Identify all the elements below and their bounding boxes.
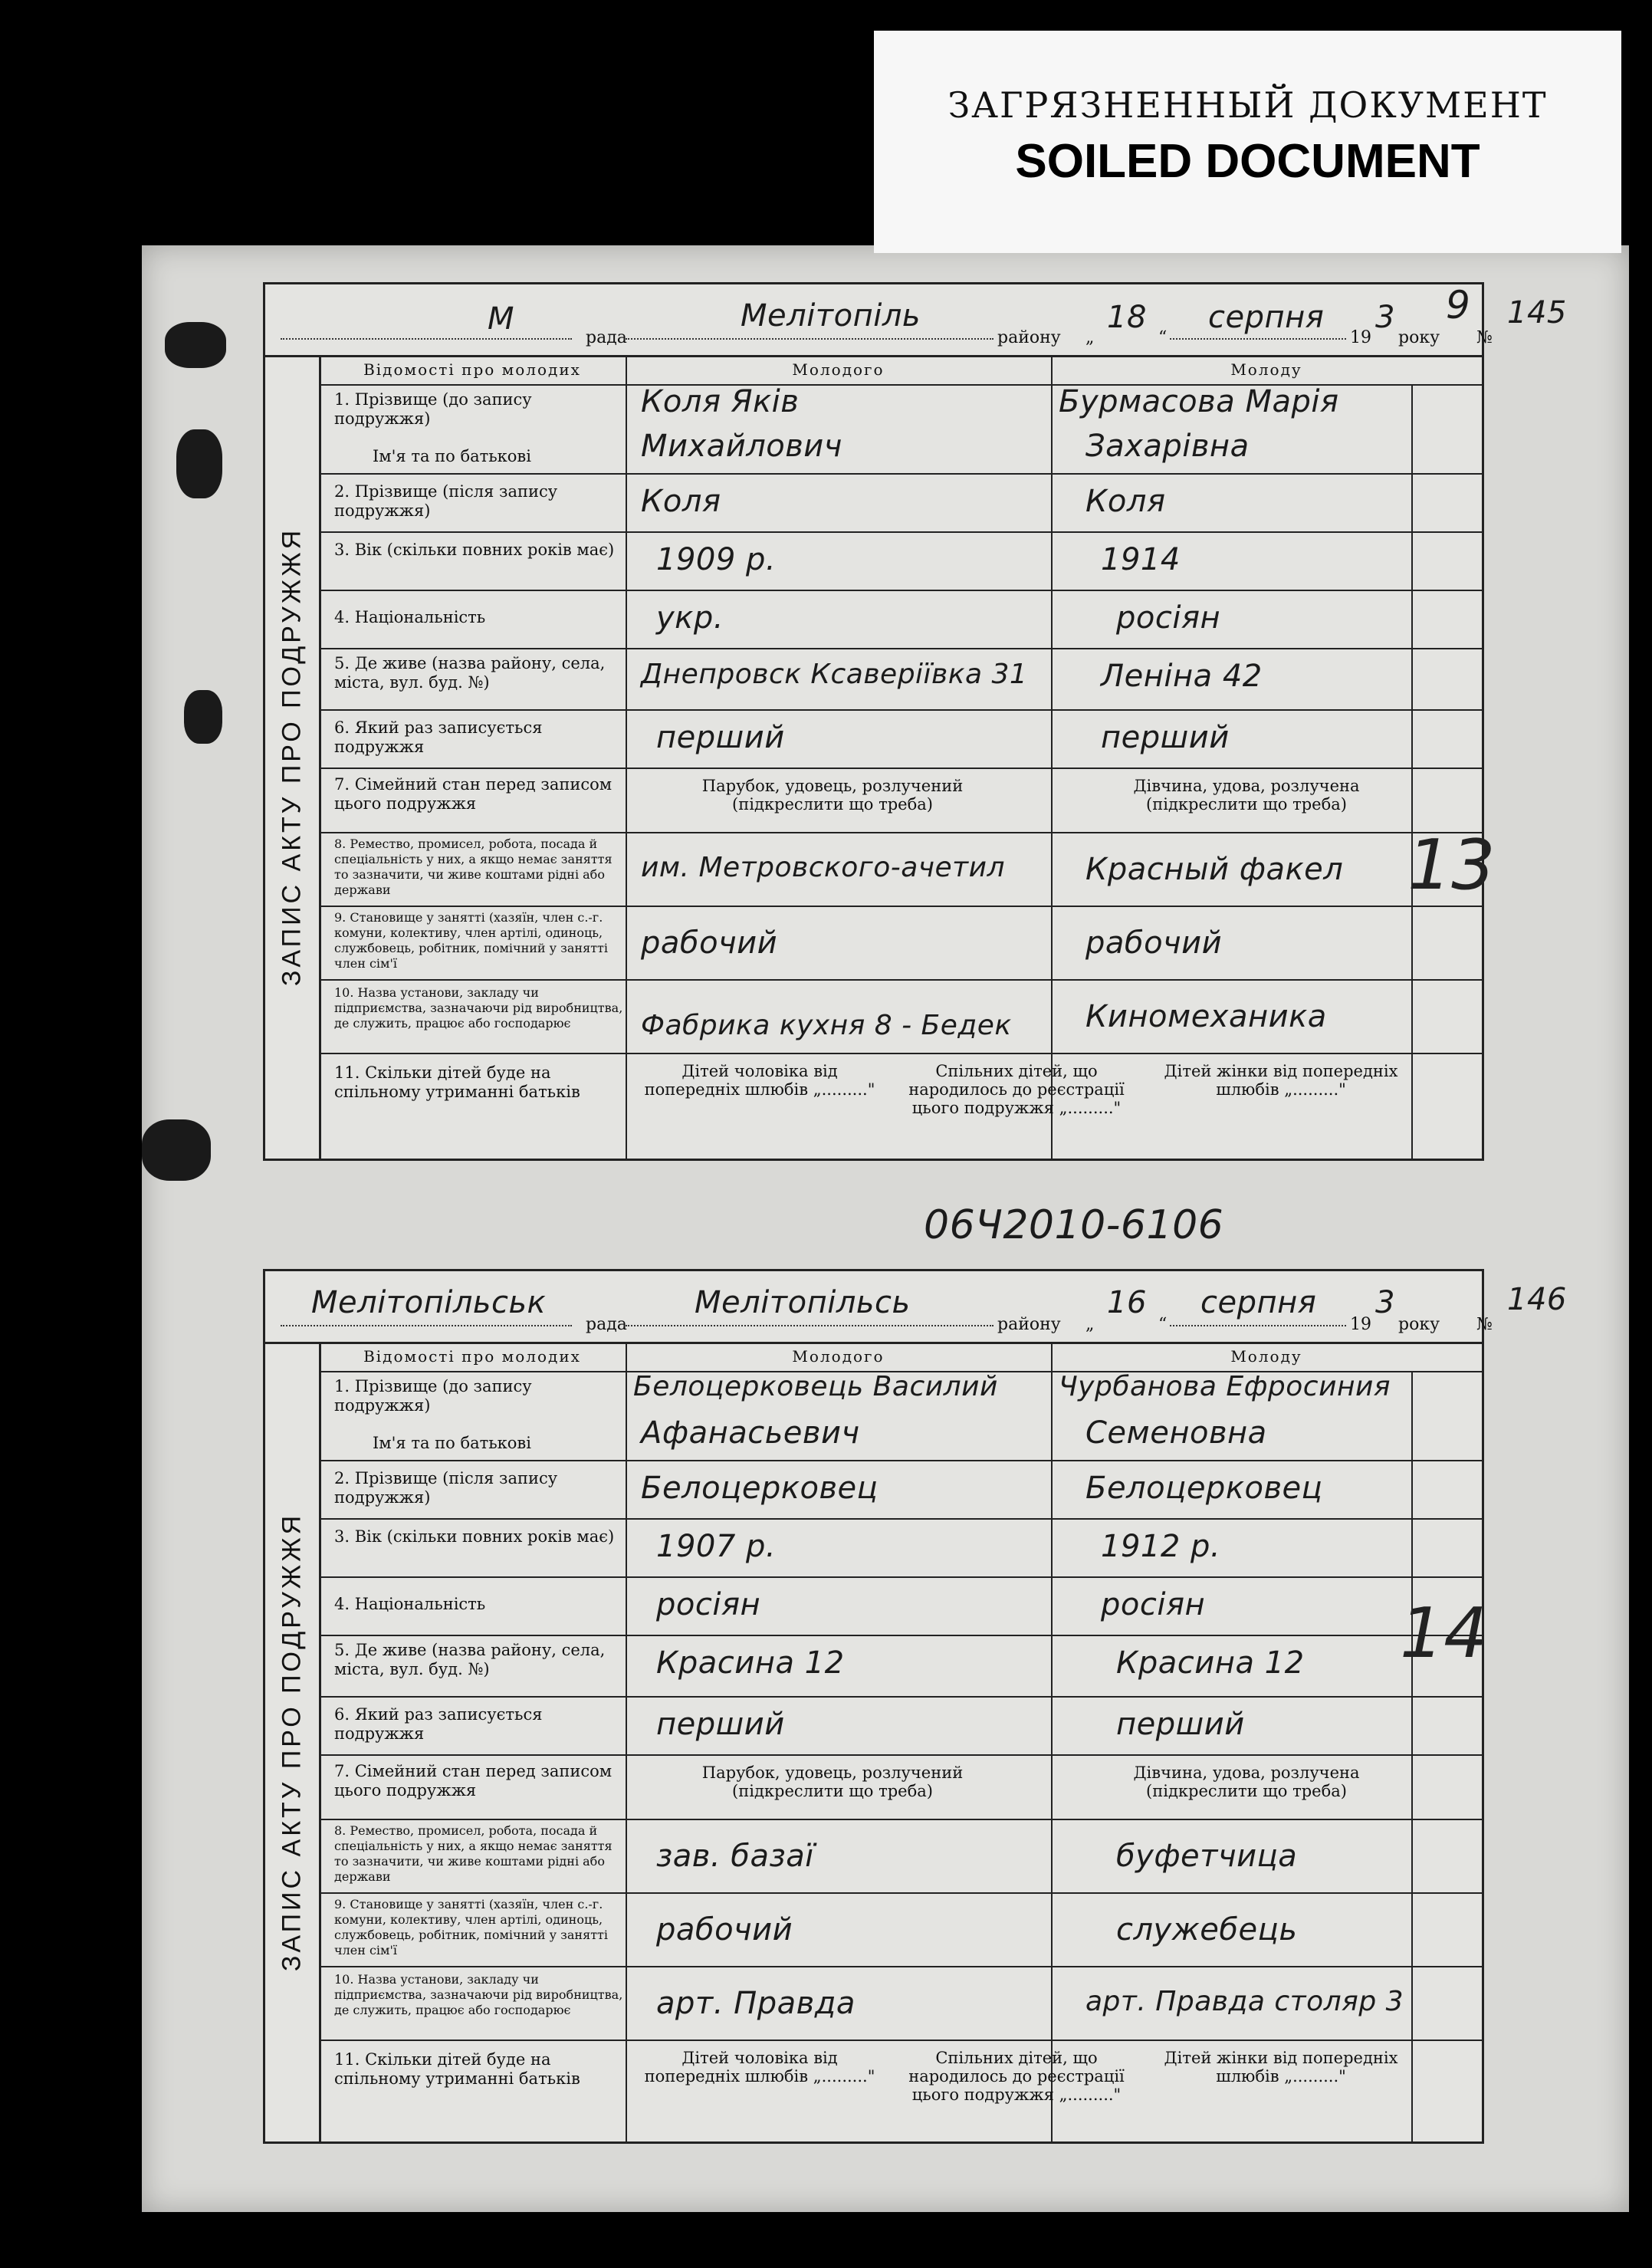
groom-status-options: Парубок, удовець, розлучений (підкреслити що треба) — [701, 777, 964, 814]
groom-address: Красина 12 — [656, 1645, 845, 1681]
groom-surname-before: Белоцерковець Василий — [633, 1371, 998, 1402]
groom-surname-after: Белоцерковец — [641, 1471, 879, 1506]
q1-name-label: Ім'я та по батькові — [373, 447, 531, 465]
rada-value: М — [488, 301, 515, 337]
bride-status-options: Дівчина, удова, розлучена (підкреслити що треба) — [1133, 1763, 1360, 1800]
row-children: 11. Скільки дітей буде на спільному утриманні батьків Дітей чоловіка від попередніх шлюбів „........." Спільних дітей, що народилось до реєстрації цього подружжя „........." Дітей жінки від попередніх шлюбів „........." — [319, 2040, 1482, 2139]
column-info: Відомості про молодих — [319, 1342, 626, 1372]
row-times: 6. Який раз записується подружжя перший перший — [319, 1696, 1482, 1756]
paper-tear — [176, 429, 222, 498]
row-surname-before: 1. Прізвище (до запису подружжя) Ім'я та по батькові Белоцерковець Василий Афанасьевич Чурбанова Ефросиния Семеновна — [319, 1371, 1482, 1461]
column-groom: Молодого — [626, 355, 1051, 386]
record-header: М рада Мелітопіль району „ 18 “ серпня 19 3 року 9 № 145 — [265, 284, 1482, 357]
row-surname-after: 2. Прізвище (після запису подружжя) Коля Коля — [319, 473, 1482, 533]
groom-workplace: Фабрика кухня 8 - Бедек — [641, 1010, 1012, 1041]
roku-label: року — [1398, 1315, 1440, 1334]
groom-position: рабочий — [656, 1912, 793, 1948]
bride-age: 1914 — [1101, 542, 1181, 577]
groom-nationality: росіян — [656, 1587, 761, 1622]
paper-tear — [184, 690, 222, 744]
row-children: 11. Скільки дітей буде на спільному утриманні батьків Дітей чоловіка від попередніх шлюбів „........." Спільних дітей, що народилось до реєстрації цього подружжя „........." Дітей жінки від попередніх шлюбів „........." — [319, 1053, 1482, 1154]
groom-times: перший — [656, 720, 785, 755]
groom-times: перший — [656, 1707, 785, 1742]
bride-name: Захарівна — [1085, 429, 1250, 464]
number-label: № — [1476, 1315, 1493, 1334]
bride-nationality: росіян — [1116, 600, 1221, 636]
row-nationality: 4. Національність укр. росіян — [319, 590, 1482, 649]
label-russian: ЗАГРЯЗНЕННЫЙ ДОКУМЕНТ — [948, 84, 1548, 126]
column-bride: Молоду — [1051, 1342, 1482, 1372]
groom-workplace: арт. Правда — [656, 1986, 856, 2021]
groom-age: 1909 р. — [656, 542, 777, 577]
column-groom: Молодого — [626, 1342, 1051, 1372]
margin-mark: 14 — [1400, 1593, 1488, 1674]
side-title: ЗАПИС АКТУ ПРО ПОДРУЖЖЯ — [265, 1342, 321, 2141]
children-common: Спільних дітей, що народилось до реєстрації цього подружжя „........." — [908, 2049, 1125, 2104]
groom-occupation: им. Метровского-ачетил — [641, 852, 1006, 883]
bride-surname-before: Бурмасова Марія — [1059, 384, 1339, 419]
children-wife: Дітей жінки від попередніх шлюбів „........." — [1164, 2049, 1398, 2086]
row-address: 5. Де живе (назва району, села, міста, вул. буд. №) Днепровск Ксаверіївка 31 Леніна 42 — [319, 648, 1482, 711]
bride-position: служебець — [1116, 1912, 1298, 1948]
label-english: SOILED DOCUMENT — [1015, 135, 1480, 188]
side-title: ЗАПИС АКТУ ПРО ПОДРУЖЖЯ — [265, 355, 321, 1159]
month-value: серпня — [1208, 300, 1325, 335]
record-header: Мелітопільськ рада Мелітопільсь району „ 16 “ серпня 19 3 року № 146 — [265, 1271, 1482, 1344]
column-bride: Молоду — [1051, 355, 1482, 386]
rada-value: Мелітопільськ — [311, 1285, 547, 1320]
row-marital-status: 7. Сімейний стан перед записом цього подружжя Парубок, удовець, розлучений (підкреслити що треба) Дівчина, удова, розлучена (підкреслити що треба) — [319, 1754, 1482, 1820]
q1-label: 1. Прізвище (до запису подружжя) — [334, 390, 532, 428]
bride-surname-before: Чурбанова Ефросиния — [1059, 1371, 1391, 1402]
bride-address: Красина 12 — [1116, 1645, 1305, 1681]
row-occupation: 8. Ремество, промисел, робота, посада й спеціальність у них, а якщо немає заняття то зазначити, чи живе коштами рідні або держави им. Метровского-ачетил Красный факел — [319, 832, 1482, 907]
bride-workplace: арт. Правда столяр 3 — [1085, 1986, 1404, 2017]
groom-nationality: укр. — [656, 600, 724, 636]
paper-tear — [165, 322, 226, 368]
row-marital-status: 7. Сімейний стан перед записом цього подружжя Парубок, удовець, розлучений (підкреслити що треба) Дівчина, удова, розлучена (підкреслити що треба) — [319, 768, 1482, 833]
bride-surname-after: Коля — [1085, 484, 1166, 519]
soiled-document-label — [874, 31, 1621, 253]
bride-age: 1912 р. — [1101, 1529, 1221, 1564]
row-workplace: 10. Назва установи, закладу чи підприємства, зазначаючи рід виробництва, де служить, працює або господарює Фабрика кухня 8 - Бедек Киномеханика — [319, 979, 1482, 1054]
marriage-record-145 — [263, 282, 1567, 1161]
paper-tear — [142, 1119, 211, 1181]
row-address: 5. Де живе (назва району, села, міста, вул. буд. №) Красина 12 Красина 12 — [319, 1635, 1482, 1698]
bride-occupation: буфетчица — [1116, 1839, 1298, 1874]
year-suffix: 3 — [1375, 300, 1395, 335]
row-position: 9. Становище у занятті (хазяїн, член с.-г. комуни, колективу, член артілі, одиноць, службовець, робітник, помічний у занятті член сім'ї рабочий служебець — [319, 1892, 1482, 1967]
margin-mark: 13 — [1407, 825, 1496, 906]
rayon-label: району — [997, 328, 1061, 347]
rayon-label: району — [997, 1315, 1061, 1334]
year-suffix: 3 — [1375, 1285, 1395, 1320]
groom-name: Афанасьевич — [641, 1415, 860, 1451]
rada-label: рада — [586, 1315, 627, 1334]
row-surname-before — [319, 384, 1482, 475]
bride-address: Леніна 42 — [1101, 659, 1263, 694]
month-value: серпня — [1200, 1285, 1317, 1320]
record-number: 145 — [1507, 295, 1567, 330]
corner-mark: 9 — [1446, 283, 1471, 327]
bride-occupation: Красный факел — [1085, 852, 1344, 887]
bride-times: перший — [1116, 1707, 1245, 1742]
day-value: 16 — [1107, 1285, 1147, 1320]
bride-nationality: росіян — [1101, 1587, 1206, 1622]
bride-position: рабочий — [1085, 925, 1223, 961]
groom-occupation: зав. базаї — [656, 1839, 814, 1874]
groom-surname-before: Коля Яків — [641, 384, 800, 419]
bride-surname-after: Белоцерковец — [1085, 1471, 1323, 1506]
day-value: 18 — [1107, 300, 1147, 335]
children-wife: Дітей жінки від попередніх шлюбів „........." — [1164, 1062, 1398, 1099]
row-workplace: 10. Назва установи, закладу чи підприємства, зазначаючи рід виробництва, де служить, працює або господарює арт. Правда арт. Правда столяр 3 — [319, 1966, 1482, 2041]
rada-label: рада — [586, 328, 627, 347]
bride-workplace: Киномеханика — [1085, 999, 1327, 1034]
record-number: 146 — [1507, 1282, 1567, 1317]
row-age: 3. Вік (скільки повних років має) 1907 р. 1912 р. — [319, 1518, 1482, 1578]
children-husband: Дітей чоловіка від попередніх шлюбів „........." — [644, 1062, 875, 1099]
bride-times: перший — [1101, 720, 1230, 755]
bride-status-options: Дівчина, удова, розлучена (підкреслити що треба) — [1133, 777, 1360, 814]
rayon-value: Мелітопільсь — [695, 1285, 911, 1320]
children-common: Спільних дітей, що народилось до реєстрації цього подружжя „........." — [908, 1062, 1125, 1117]
row-nationality: 4. Національність росіян росіян — [319, 1576, 1482, 1636]
marriage-record-146 — [263, 1269, 1567, 2144]
roku-label: року — [1398, 328, 1440, 347]
archive-stamp-number: 06Ч2010-6106 — [924, 1202, 1224, 1248]
groom-address: Днепровск Ксаверіївка 31 — [641, 659, 1028, 690]
row-age: 3. Вік (скільки повних років має) 1909 р. 1914 — [319, 531, 1482, 591]
row-occupation: 8. Ремество, промисел, робота, посада й спеціальність у них, а якщо немає заняття то зазначити, чи живе коштами рідні або держави зав. базаї буфетчица — [319, 1819, 1482, 1894]
groom-status-options: Парубок, удовець, розлучений (підкреслити що треба) — [701, 1763, 964, 1800]
groom-position: рабочий — [641, 925, 778, 961]
rayon-value: Мелітопіль — [741, 298, 921, 334]
number-label: № — [1476, 328, 1493, 347]
groom-age: 1907 р. — [656, 1529, 777, 1564]
row-times: 6. Який раз записується подружжя перший перший — [319, 709, 1482, 769]
row-surname-after: 2. Прізвище (після запису подружжя) Белоцерковец Белоцерковец — [319, 1460, 1482, 1520]
column-info: Відомості про молодих — [319, 355, 626, 386]
bride-name: Семеновна — [1085, 1415, 1267, 1451]
children-husband: Дітей чоловіка від попередніх шлюбів „........." — [644, 2049, 875, 2086]
groom-name: Михайлович — [641, 429, 842, 464]
groom-surname-after: Коля — [641, 484, 721, 519]
row-position: 9. Становище у занятті (хазяїн, член с.-г. комуни, колективу, член артілі, одиноць, службовець, робітник, помічний у занятті член сім'ї рабочий рабочий — [319, 906, 1482, 981]
